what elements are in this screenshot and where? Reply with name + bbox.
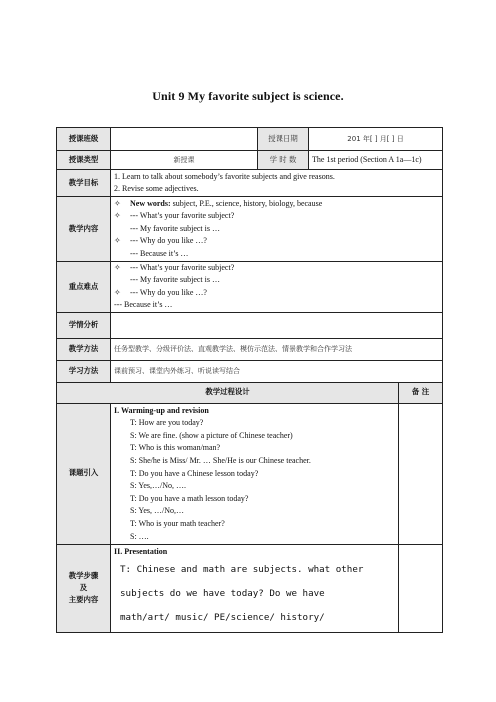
method-label: 教学方法 xyxy=(57,338,111,360)
bullet-icon: ✧ xyxy=(114,211,121,221)
presentation-cell xyxy=(111,544,399,632)
study-label: 学习方法 xyxy=(57,360,111,382)
content-line: --- My favorite subject is … xyxy=(130,223,220,233)
content-cell xyxy=(111,197,443,262)
class-label: 授课班级 xyxy=(57,128,111,151)
key-row xyxy=(57,262,443,313)
steps-notes xyxy=(399,544,443,632)
dialogue-line: S: We are fine. (show a picture of Chinese teacher) xyxy=(130,430,293,440)
dialogue-line: T: How are you today? xyxy=(130,418,204,428)
dialogue-line: S: …. xyxy=(130,531,149,541)
bullet-icon: ✧ xyxy=(114,263,121,272)
class-value xyxy=(111,128,258,151)
type-value: 新授课 xyxy=(111,151,258,170)
process-header-row xyxy=(57,382,443,403)
bullet-icon: ✧ xyxy=(114,198,121,208)
type-label: 授课类型 xyxy=(57,151,111,170)
study-row xyxy=(57,360,443,382)
presentation-line: T: Chinese and math are subjects. what other xyxy=(120,564,364,576)
method-value: 任务型教学、分级评价法、直观教学法、模仿示范法、情景教学和合作学习法 xyxy=(111,338,443,360)
type-row xyxy=(57,151,443,170)
key-cell xyxy=(111,262,443,313)
process-header: 教学过程设计 xyxy=(57,382,399,403)
intro-notes xyxy=(399,403,443,544)
class-row xyxy=(57,128,443,151)
dialogue-line: S: Yes,…/No, …. xyxy=(130,481,187,491)
lesson-plan-table xyxy=(56,127,443,633)
warmup-heading: I. Warming-up and revision xyxy=(114,405,209,415)
content-line: --- What’s your favorite subject? xyxy=(130,211,235,221)
content-label: 教学内容 xyxy=(57,197,111,262)
presentation-line: math/art/ music/ PE/science/ history/ xyxy=(120,612,325,624)
warmup-cell xyxy=(111,403,399,544)
key-line: --- What’s your favorite subject? xyxy=(130,263,235,272)
intro-row xyxy=(57,403,443,544)
goals-label: 教学目标 xyxy=(57,170,111,197)
presentation-line: subjects do we have today? Do we have xyxy=(120,588,325,600)
presentation-heading: II. Presentation xyxy=(114,546,168,556)
goals-cell xyxy=(111,170,443,197)
study-value: 课前预习、课堂内外练习、听说读写结合 xyxy=(111,360,443,382)
bullet-icon: ✧ xyxy=(114,287,121,297)
key-line: --- Because it’s … xyxy=(114,300,173,310)
new-words-label: New words: xyxy=(130,198,171,208)
steps-label: 教学步骤 及 主要内容 xyxy=(57,544,111,632)
intro-label: 课题引入 xyxy=(57,403,111,544)
content-line: --- Why do you like …? xyxy=(130,236,207,246)
hours-label: 学 时 数 xyxy=(258,151,309,170)
analysis-label: 学情分析 xyxy=(57,312,111,338)
dialogue-line: S: Yes, …/No,… xyxy=(130,506,185,516)
analysis-row xyxy=(57,312,443,338)
dialogue-line: T: Who is this woman/man? xyxy=(130,443,221,453)
content-line: --- Because it’s … xyxy=(130,248,189,258)
key-line: --- Why do you like …? xyxy=(130,287,207,297)
hours-value: The 1st period (Section A 1a—1c) xyxy=(309,151,443,170)
new-words-list: subject, P.E., science, history, biology, because xyxy=(170,198,323,208)
bullet-icon: ✧ xyxy=(114,236,121,246)
key-label: 重点难点 xyxy=(57,262,111,313)
steps-row xyxy=(57,544,443,632)
dialogue-line: T: Who is your math teacher? xyxy=(130,518,225,528)
dialogue-line: T: Do you have a Chinese lesson today? xyxy=(130,468,259,478)
content-row xyxy=(57,197,443,262)
lesson-title: Unit 9 My favorite subject is science. xyxy=(152,89,344,103)
goal-item: 2. Revise some adjectives. xyxy=(114,184,199,193)
method-row xyxy=(57,338,443,360)
goal-item: 1. Learn to talk about somebody’s favorite subjects and give reasons. xyxy=(114,171,335,181)
date-value: 201 年[ ] 月[ ] 日 xyxy=(309,128,443,151)
goals-row xyxy=(57,170,443,197)
key-line: --- My favorite subject is … xyxy=(130,275,220,285)
dialogue-line: T: Do you have a math lesson today? xyxy=(130,493,249,503)
dialogue-line: S: She/he is Miss/ Mr. … She/He is our Chinese teacher. xyxy=(130,456,311,465)
notes-header: 备 注 xyxy=(399,382,443,403)
analysis-value xyxy=(111,312,443,338)
date-label: 授课日期 xyxy=(258,128,309,151)
